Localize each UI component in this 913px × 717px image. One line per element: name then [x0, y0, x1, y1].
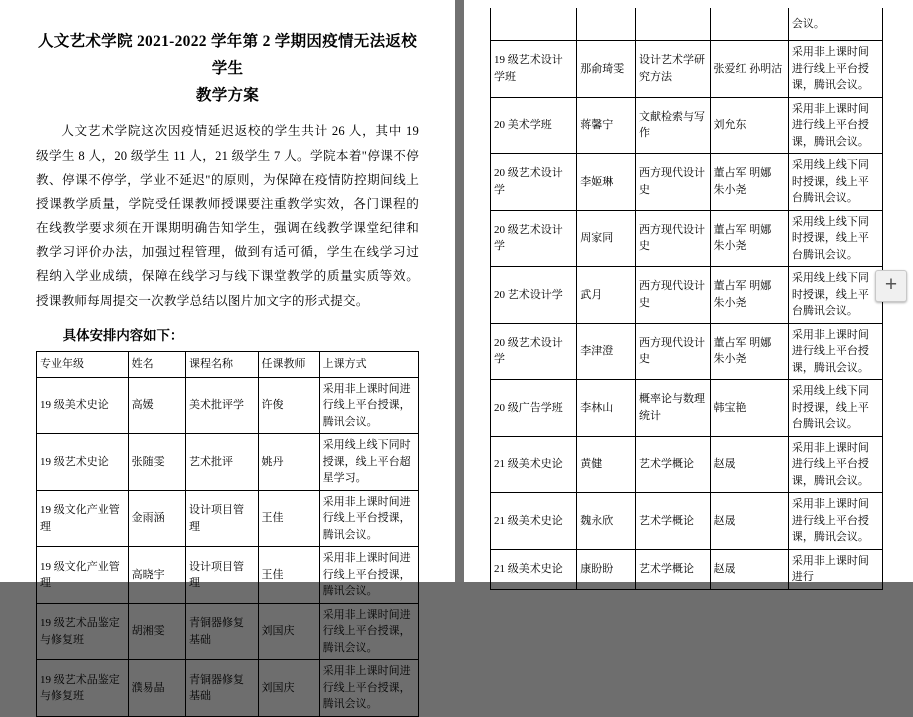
- cell-mode: 采用线上线下同时授课，线上平台腾讯会议。: [788, 210, 882, 267]
- cell-name: 李林山: [577, 380, 636, 437]
- table-row: [491, 436, 883, 493]
- cell-mode: 采用非上课时间进行线上平台授课，腾讯会议。: [788, 493, 882, 550]
- cell-course: 文献检索与写作: [636, 97, 710, 154]
- cell-name: 周家同: [577, 210, 636, 267]
- table-row: [491, 97, 883, 154]
- cell-name: 李姬琳: [577, 154, 636, 211]
- cell-major: 19 级文化产业管理: [37, 547, 129, 604]
- cell-teacher: 刘国庆: [258, 660, 319, 717]
- cell-major: 20 级广告学班: [491, 380, 577, 437]
- cell-course: 设计项目管理: [185, 547, 258, 604]
- cell-major: 19 级艺术史论: [37, 434, 129, 491]
- table-row: [491, 493, 883, 550]
- column-header-name: 姓名: [128, 352, 185, 378]
- cell-mode: 采用线上线下同时授课，线上平台超星学习。: [319, 434, 418, 491]
- page-title-line2: 教学方案: [195, 87, 260, 105]
- cell-teacher: 赵晟: [710, 549, 788, 589]
- cell-teacher: 刘国庆: [258, 603, 319, 660]
- cell-teacher: 韩宝艳: [710, 380, 788, 437]
- cell-name: 武月: [577, 267, 636, 324]
- cell-teacher: 许俊: [258, 377, 319, 434]
- cell-teacher: 刘允东: [710, 97, 788, 154]
- table-header-row: [37, 352, 419, 378]
- cell-mode: 采用非上课时间进行线上平台授课，腾讯会议。: [319, 660, 418, 717]
- cell-course: 西方现代设计史: [636, 323, 710, 380]
- table-row: [37, 377, 419, 434]
- table-row-partial: [491, 8, 883, 41]
- cell-mode: 采用非上课时间进行线上平台授课，腾讯会议。: [788, 41, 882, 98]
- table-row: [37, 660, 419, 717]
- cell-course: 艺术批评: [185, 434, 258, 491]
- cell-name: 胡湘雯: [128, 603, 185, 660]
- schedule-table-right: [490, 8, 883, 590]
- cell-teacher: 董占军 明娜 朱小尧: [710, 267, 788, 324]
- cell-name: 那俞琦雯: [577, 41, 636, 98]
- cell-teacher: 王佳: [258, 490, 319, 547]
- cell-course: 艺术学概论: [636, 436, 710, 493]
- cell-major: 20 级艺术设计学: [491, 154, 577, 211]
- cell-course: 设计艺术学研究方法: [636, 41, 710, 98]
- cell-teacher: 董占军 明娜 朱小尧: [710, 154, 788, 211]
- cell-teacher: 赵晟: [710, 493, 788, 550]
- table-row: [37, 434, 419, 491]
- column-header-major: 专业年级: [37, 352, 129, 378]
- cell-course: 美术批评学: [185, 377, 258, 434]
- cell-name: [577, 8, 636, 41]
- cell-teacher: 赵晟: [710, 436, 788, 493]
- cell-course: 艺术学概论: [636, 549, 710, 589]
- intro-paragraph: 人文艺术学院这次因疫情延迟返校的学生共计 26 人，其中 19 级学生 8 人，20 级学生 11 人，21 级学生 7 人。学院本着"停课不停教、停课不停学，学业不延迟"的原则，为保障在疫情防控期间线上授课教学质量，学院受任课教师授课要注重教学实效，各门课程的在线教学要求须在开课期明确告知学生，强调在线教学课堂纪律和教学习评价办法，加强过程管理，做到有适可循，学生在线学习过程纳入学业成绩，保障在线学习与线下课堂教学的质量实质等效。授课教师每周提交一次教学总结以图片加文字的形式提交。: [36, 124, 419, 308]
- cell-mode: 采用非上课时间进行线上平台授课，腾讯会议。: [788, 97, 882, 154]
- cell-major: 20 艺术设计学: [491, 267, 577, 324]
- page-gutter: [455, 0, 464, 582]
- cell-name: 李津澄: [577, 323, 636, 380]
- cell-teacher: 张爱红 孙明沽: [710, 41, 788, 98]
- cell-major: 19 级美术史论: [37, 377, 129, 434]
- cell-mode: 会议。: [788, 8, 882, 41]
- cell-major: 21 级美术史论: [491, 549, 577, 589]
- cell-major: 20 美术学班: [491, 97, 577, 154]
- cell-name: 金雨涵: [128, 490, 185, 547]
- table-row: [491, 154, 883, 211]
- cell-major: 19 级艺术设计学班: [491, 41, 577, 98]
- table-row: [491, 549, 883, 589]
- zoom-in-button[interactable]: +: [875, 270, 907, 302]
- cell-course: 艺术学概论: [636, 493, 710, 550]
- cell-name: 蒋馨宁: [577, 97, 636, 154]
- table-row: [491, 267, 883, 324]
- table-row: [491, 380, 883, 437]
- table-row: [491, 210, 883, 267]
- cell-major: 21 级美术史论: [491, 493, 577, 550]
- cell-mode: 采用线上线下同时授课，线上平台腾讯会议。: [788, 380, 882, 437]
- cell-name: 康盼盼: [577, 549, 636, 589]
- cell-course: 设计项目管理: [185, 490, 258, 547]
- table-row: [491, 41, 883, 98]
- cell-name: 魏永欣: [577, 493, 636, 550]
- cell-mode: 采用线上线下同时授课，线上平台腾讯会议。: [788, 154, 882, 211]
- cell-mode: 采用非上课时间进行线上平台授课，腾讯会议。: [788, 323, 882, 380]
- cell-teacher: [710, 8, 788, 41]
- cell-course: 西方现代设计史: [636, 154, 710, 211]
- cell-major: 20 级艺术设计学: [491, 323, 577, 380]
- cell-teacher: 姚丹: [258, 434, 319, 491]
- cell-major: 19 级文化产业管理: [37, 490, 129, 547]
- cell-major: 19 级艺术品鉴定与修复班: [37, 660, 129, 717]
- cell-name: 高晓宇: [128, 547, 185, 604]
- document-page-left: [0, 0, 455, 711]
- cell-major: 19 级艺术品鉴定与修复班: [37, 603, 129, 660]
- cell-major: [491, 8, 577, 41]
- cell-mode: 采用非上课时间进行线上平台授课，腾讯会议。: [788, 436, 882, 493]
- table-row: [491, 323, 883, 380]
- cell-course: 概率论与数理统计: [636, 380, 710, 437]
- section-subheading: 具体安排内容如下：: [62, 328, 184, 344]
- cell-course: 西方现代设计史: [636, 210, 710, 267]
- cell-mode: 采用非上课时间进行线上平台授课，腾讯会议。: [319, 377, 418, 434]
- cell-mode: 采用非上课时间进行: [788, 549, 882, 589]
- cell-mode: 采用线上线下同时授课，线上平台腾讯会议。: [788, 267, 882, 324]
- cell-mode: 采用非上课时间进行线上平台授课，腾讯会议。: [319, 547, 418, 604]
- cell-major: 21 级美术史论: [491, 436, 577, 493]
- cell-major: 20 级艺术设计学: [491, 210, 577, 267]
- cell-course: 青铜器修复基础: [185, 660, 258, 717]
- cell-course: [636, 8, 710, 41]
- table-row: [37, 603, 419, 660]
- cell-course: 青铜器修复基础: [185, 603, 258, 660]
- table-row: [37, 547, 419, 604]
- cell-name: 高媛: [128, 377, 185, 434]
- table-row: [37, 490, 419, 547]
- document-page-right: [464, 0, 913, 582]
- page-title: [36, 28, 419, 109]
- cell-name: 张随雯: [128, 434, 185, 491]
- cell-name: 黄健: [577, 436, 636, 493]
- cell-teacher: 董占军 明娜 朱小尧: [710, 323, 788, 380]
- cell-mode: 采用非上课时间进行线上平台授课，腾讯会议。: [319, 490, 418, 547]
- cell-name: 濮易晶: [128, 660, 185, 717]
- column-header-mode: 上课方式: [319, 352, 418, 378]
- page-title-line1: 人文艺术学院 2021-2022 学年第 2 学期因疫情无法返校学生: [37, 33, 417, 78]
- cell-course: 西方现代设计史: [636, 267, 710, 324]
- column-header-course: 课程名称: [185, 352, 258, 378]
- cell-mode: 采用非上课时间进行线上平台授课，腾讯会议。: [319, 603, 418, 660]
- column-header-teacher: 任课教师: [258, 352, 319, 378]
- cell-teacher: 王佳: [258, 547, 319, 604]
- cell-teacher: 董占军 明娜 朱小尧: [710, 210, 788, 267]
- schedule-table-left: [36, 351, 419, 717]
